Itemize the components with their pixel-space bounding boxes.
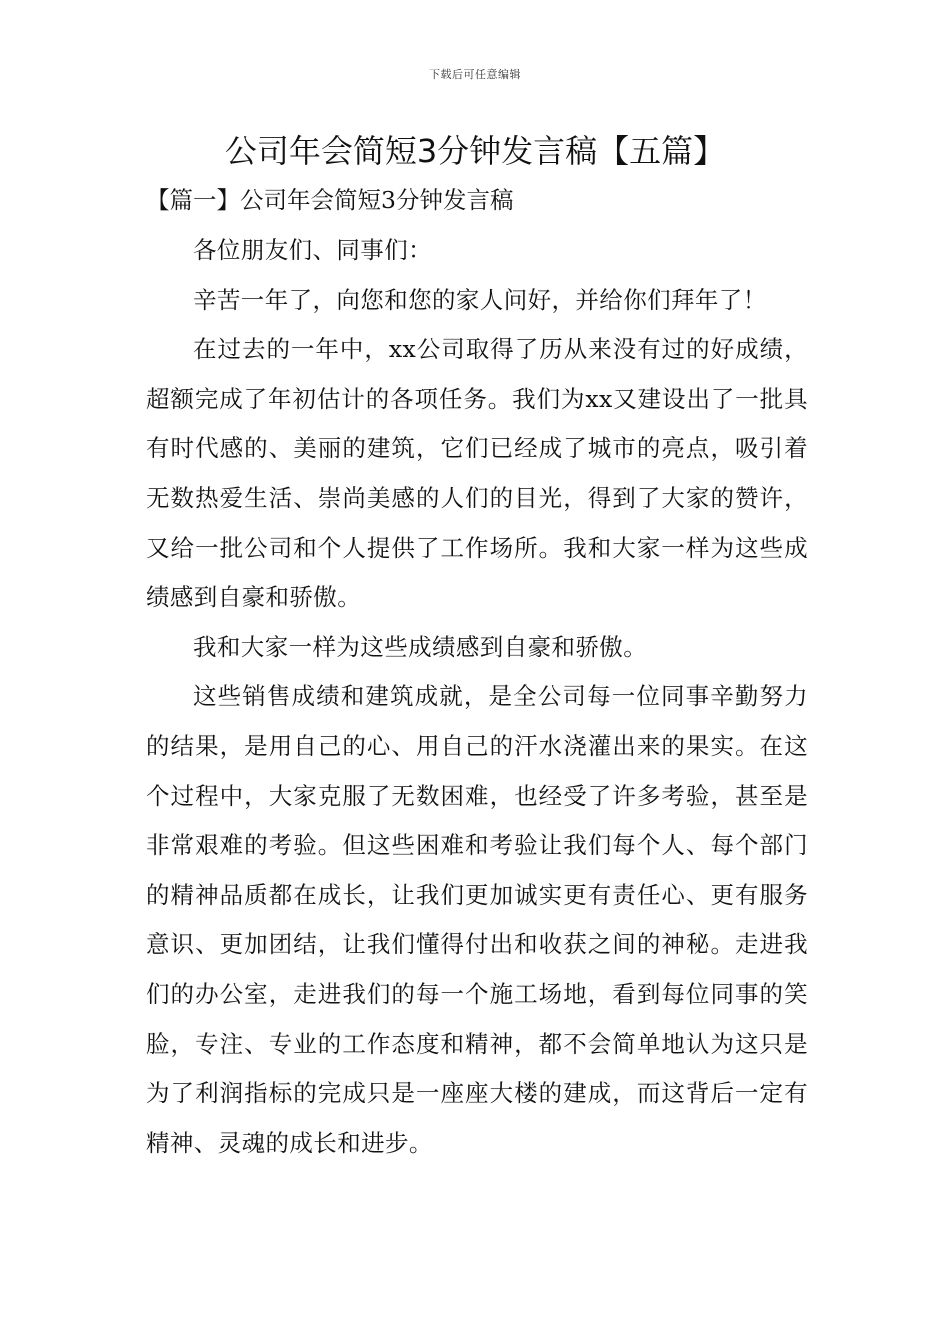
- document-body: [146, 226, 808, 1168]
- paragraph-greeting: 各位朋友们、同事们：: [193, 236, 432, 264]
- paragraph-teamwork: 这些销售成绩和建筑成就，是全公司每一位同事辛勤努力的结果，是用自己的心、用自己的汗水浇灌出来的果实。在这个过程中，大家克服了无数困难，也经受了许多考验，甚至是非常艰难的考验。但这些困难和考验让我们每个人、每个部门的精神品质都在成长，让我们更加诚实更有责任心、更有服务意识、更加团结，让我们懂得付出和收获之间的神秘。走进我们的办公室，走进我们的每一个施工场地，看到每位同事的笑脸，专注、专业的工作态度和精神，都不会简单地认为这只是为了利润指标的完成只是一座座大楼的建成，而这背后一定有精神、灵魂的成长和进步。: [146, 682, 808, 1157]
- paragraph-new-year-wishes: 辛苦一年了，向您和您的家人问好，并给你们拜年了！: [193, 285, 767, 314]
- document-title: 公司年会简短3分钟发言稿【五篇】: [224, 132, 726, 170]
- section-heading: 【篇一】公司年会简短3分钟发言稿: [146, 186, 514, 214]
- paragraph-pride: 我和大家一样为这些成绩感到自豪和骄傲。: [193, 632, 648, 661]
- header-note: 下载后可任意编辑: [429, 68, 521, 81]
- paragraph-achievements: 在过去的一年中，xx公司取得了历从来没有过的好成绩，超额完成了年初估计的各项任务。我们为xx又建设出了一批具有时代感的、美丽的建筑，它们已经成了城市的亮点，吸引着无数热爱生活、崇尚美感的人们的目光，得到了大家的赞许，又给一批公司和个人提供了工作场所。我和大家一样为这些成绩感到自豪和骄傲。: [146, 335, 808, 612]
